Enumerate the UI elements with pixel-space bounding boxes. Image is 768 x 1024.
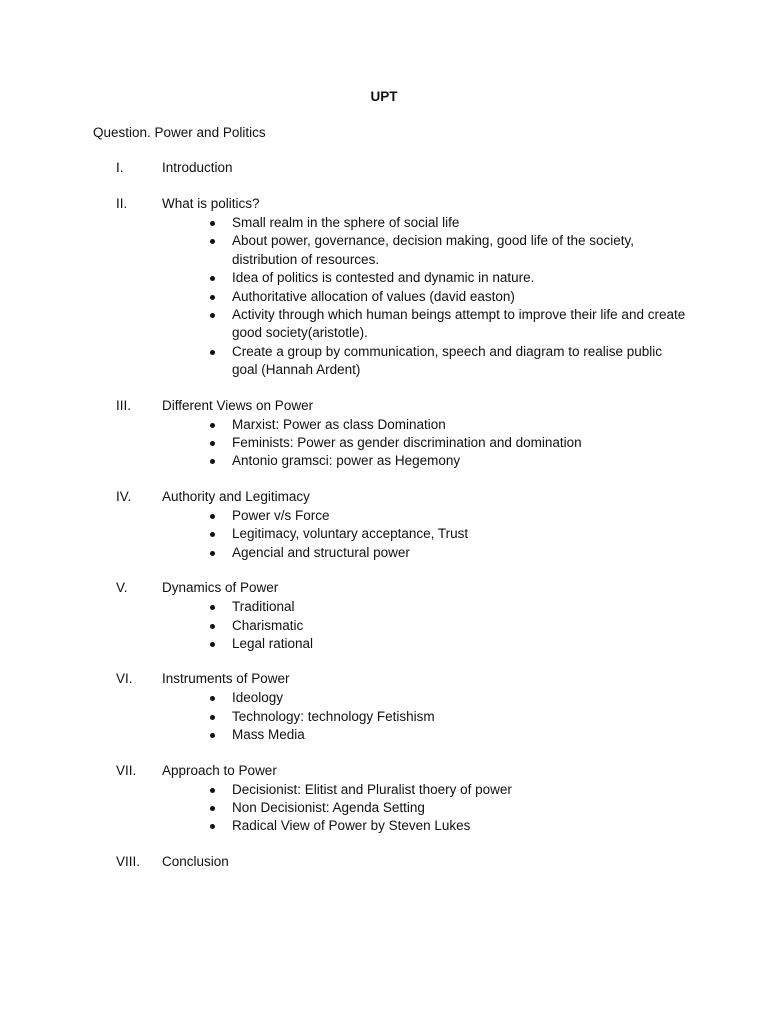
bullet-item xyxy=(0,306,768,343)
bullet-icon xyxy=(210,459,215,464)
section-title: Approach to Power xyxy=(162,762,277,778)
bullet-icon xyxy=(210,239,215,244)
section-title: Different Views on Power xyxy=(162,397,314,413)
bullet-icon xyxy=(210,824,215,829)
outline xyxy=(0,159,768,889)
bullet-icon xyxy=(210,313,215,318)
bullet-text: Agencial and structural power xyxy=(232,544,410,560)
section-numeral: III. xyxy=(116,397,132,413)
section-numeral: VII. xyxy=(116,762,137,778)
bullet-item xyxy=(0,507,768,525)
bullet-text: Radical View of Power by Steven Lukes xyxy=(232,818,471,834)
bullet-text: About power, governance, decision making, good life of the society, distribution of resources. xyxy=(232,233,634,267)
bullet-icon xyxy=(210,295,215,300)
outline-section xyxy=(0,762,768,836)
section-numeral: II. xyxy=(116,196,128,211)
bullet-item xyxy=(0,817,768,835)
bullet-icon xyxy=(210,514,215,519)
bullet-icon xyxy=(210,715,215,720)
bullet-item xyxy=(0,708,768,726)
bullet-text: Marxist: Power as class Domination xyxy=(232,416,446,432)
bullet-text: Idea of politics is contested and dynamic in nature. xyxy=(232,270,535,286)
bullet-icon xyxy=(210,551,215,556)
bullet-icon xyxy=(210,423,215,428)
bullet-item xyxy=(0,434,768,452)
bullet-item xyxy=(0,635,768,653)
bullet-item xyxy=(0,232,768,269)
bullet-icon xyxy=(210,642,215,647)
bullet-icon xyxy=(210,788,215,793)
section-numeral: VI. xyxy=(116,671,133,687)
bullet-item xyxy=(0,525,768,543)
bullet-icon xyxy=(210,696,215,701)
bullet-list xyxy=(0,689,768,744)
section-heading xyxy=(0,195,768,214)
section-title: Introduction xyxy=(162,160,233,175)
outline-section xyxy=(0,853,768,872)
section-numeral: IV. xyxy=(116,488,132,504)
bullet-icon xyxy=(210,350,215,355)
bullet-text: Legal rational xyxy=(232,635,314,651)
bullet-icon xyxy=(210,276,215,281)
bullet-text: Feminists: Power as gender discrimination and domination xyxy=(232,435,582,451)
bullet-item xyxy=(0,343,768,380)
section-heading xyxy=(0,488,768,507)
section-title: What is politics? xyxy=(162,196,260,211)
bullet-text: Small realm in the sphere of social life xyxy=(232,215,460,230)
question-heading: Question. Power and Politics xyxy=(93,125,266,140)
section-numeral: V. xyxy=(116,580,128,596)
bullet-item xyxy=(0,544,768,562)
outline-section xyxy=(0,397,768,471)
bullet-text: Antonio gramsci: power as Hegemony xyxy=(232,453,461,469)
bullet-item xyxy=(0,452,768,470)
bullet-item xyxy=(0,689,768,707)
section-heading xyxy=(0,397,768,416)
bullet-item xyxy=(0,269,768,287)
bullet-list xyxy=(0,214,768,380)
bullet-list xyxy=(0,781,768,836)
bullet-item xyxy=(0,781,768,799)
bullet-list xyxy=(0,598,768,653)
bullet-text: Charismatic xyxy=(232,617,304,633)
bullet-icon xyxy=(210,221,215,226)
bullet-icon xyxy=(210,624,215,629)
outline-section xyxy=(0,670,768,744)
bullet-text: Power v/s Force xyxy=(232,507,330,523)
outline-section xyxy=(0,488,768,562)
section-numeral: I. xyxy=(116,160,124,175)
bullet-icon xyxy=(210,733,215,738)
bullet-text: Authoritative allocation of values (david easton) xyxy=(232,288,515,304)
bullet-icon xyxy=(210,806,215,811)
bullet-text: Ideology xyxy=(232,690,284,706)
bullet-item xyxy=(0,214,768,232)
bullet-text: Non Decisionist: Agenda Setting xyxy=(232,799,425,815)
bullet-text: Technology: technology Fetishism xyxy=(232,708,435,724)
section-heading xyxy=(0,159,768,178)
bullet-text: Decisionist: Elitist and Pluralist thoery of power xyxy=(232,781,512,797)
bullet-text: Activity through which human beings attempt to improve their life and create good society(aristotle). xyxy=(232,307,686,341)
bullet-icon xyxy=(210,532,215,537)
section-heading xyxy=(0,762,768,781)
section-title: Instruments of Power xyxy=(162,671,290,687)
section-heading xyxy=(0,579,768,598)
bullet-text: Traditional xyxy=(232,599,295,615)
bullet-item xyxy=(0,288,768,306)
section-title: Authority and Legitimacy xyxy=(162,488,310,504)
document-title: UPT xyxy=(370,89,398,104)
outline-section xyxy=(0,195,768,380)
bullet-list xyxy=(0,507,768,562)
bullet-text: Mass Media xyxy=(232,727,305,743)
bullet-item xyxy=(0,416,768,434)
section-heading xyxy=(0,670,768,689)
bullet-text: Legitimacy, voluntary acceptance, Trust xyxy=(232,526,469,542)
bullet-list xyxy=(0,416,768,471)
bullet-icon xyxy=(210,605,215,610)
section-heading xyxy=(0,853,768,872)
outline-section xyxy=(0,159,768,178)
bullet-item xyxy=(0,726,768,744)
bullet-item xyxy=(0,799,768,817)
section-title: Conclusion xyxy=(162,853,229,869)
bullet-text: Create a group by communication, speech and diagram to realise public goal (Hannah Ardent) xyxy=(232,343,662,378)
section-numeral: VIII. xyxy=(116,853,141,869)
outline-section xyxy=(0,579,768,653)
section-title: Dynamics of Power xyxy=(162,580,279,596)
bullet-icon xyxy=(210,441,215,446)
bullet-item xyxy=(0,617,768,635)
bullet-item xyxy=(0,598,768,616)
